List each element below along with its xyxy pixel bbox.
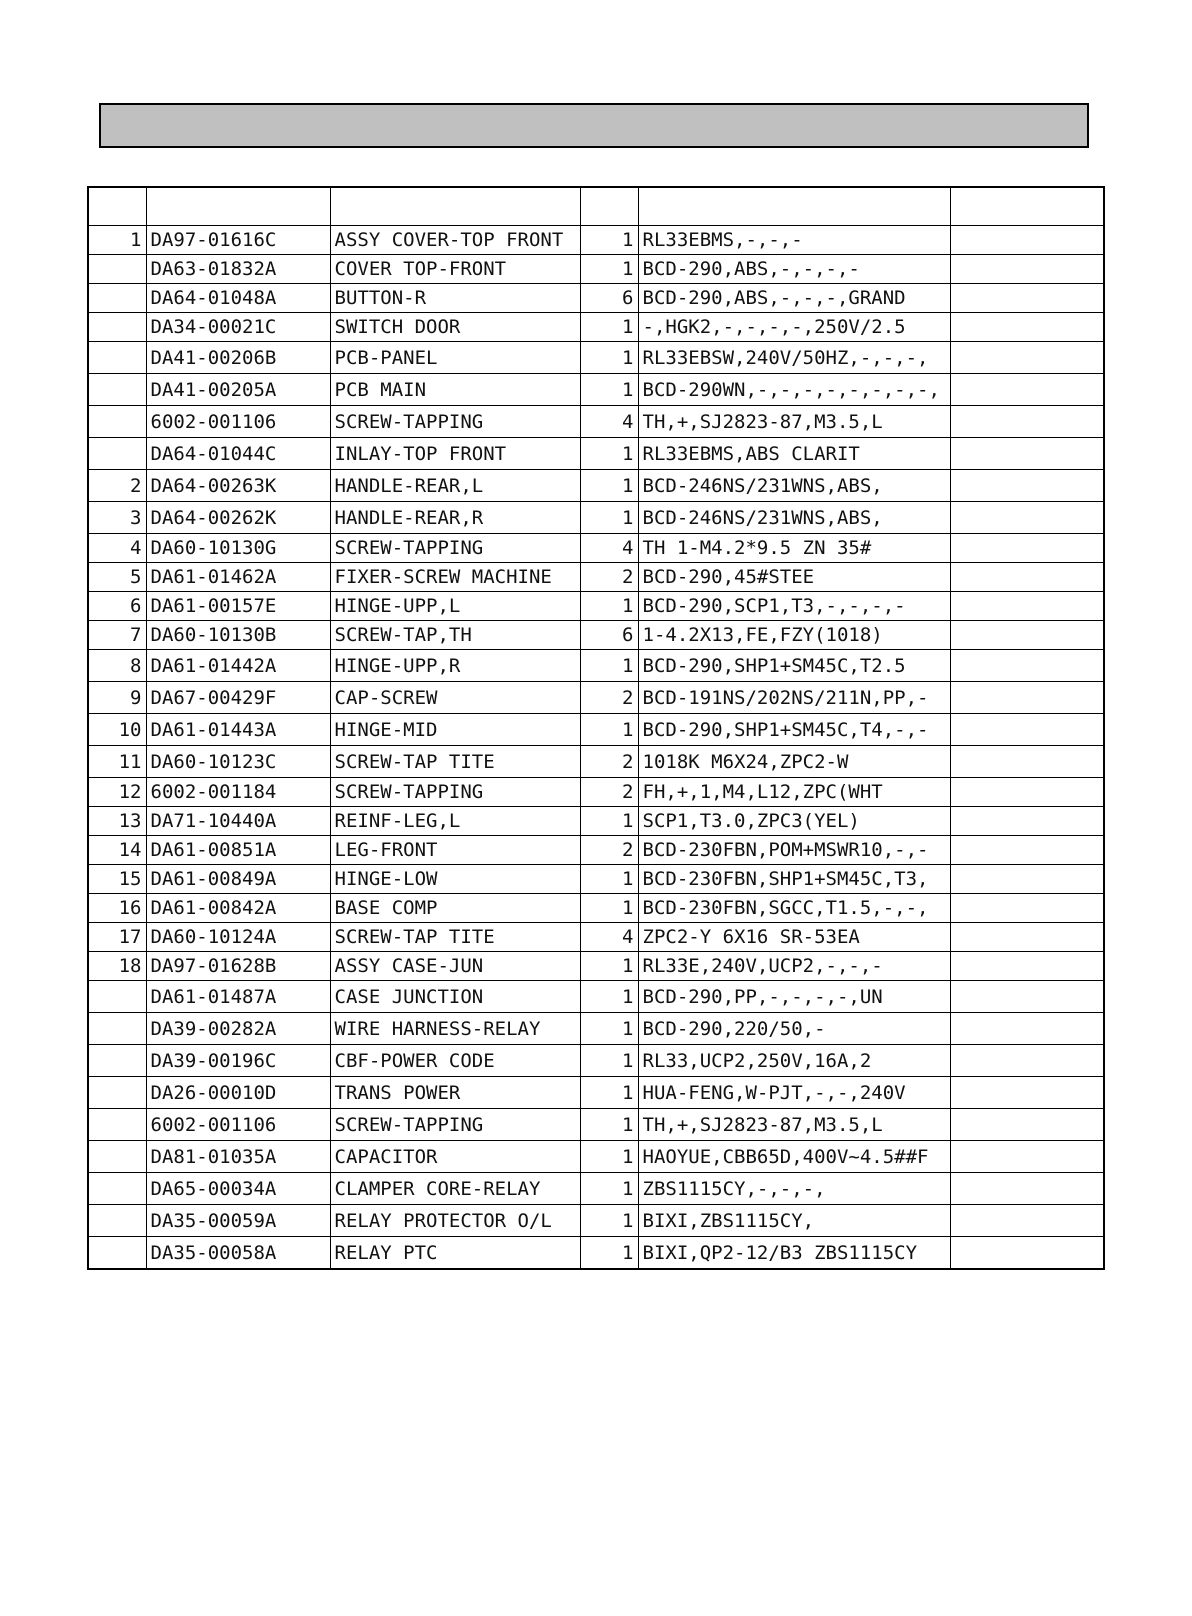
quantity: 1 xyxy=(580,342,638,374)
part-code: DA64-01048A xyxy=(146,284,330,313)
specification: BCD-230FBN,SGCC,T1.5,-,-, xyxy=(638,894,950,923)
quantity: 1 xyxy=(580,1045,638,1077)
table-row xyxy=(88,807,1104,836)
part-code: DA60-10130G xyxy=(146,534,330,563)
header-description xyxy=(330,187,580,226)
row-number: 2 xyxy=(88,470,146,502)
row-number: 17 xyxy=(88,923,146,952)
quantity: 1 xyxy=(580,714,638,746)
part-code: 6002-001106 xyxy=(146,1109,330,1141)
part-code: DA97-01616C xyxy=(146,226,330,255)
row-number xyxy=(88,1045,146,1077)
remark xyxy=(950,682,1104,714)
table-row xyxy=(88,952,1104,981)
table-row xyxy=(88,284,1104,313)
table-row xyxy=(88,255,1104,284)
part-description: ASSY COVER-TOP FRONT xyxy=(330,226,580,255)
specification: BCD-290,ABS,-,-,-,GRAND xyxy=(638,284,950,313)
specification: BCD-290,ABS,-,-,-,- xyxy=(638,255,950,284)
specification: BCD-230FBN,SHP1+SM45C,T3, xyxy=(638,865,950,894)
table-row xyxy=(88,836,1104,865)
part-description: REINF-LEG,L xyxy=(330,807,580,836)
part-code: DA71-10440A xyxy=(146,807,330,836)
remark xyxy=(950,534,1104,563)
part-code: DA61-00849A xyxy=(146,865,330,894)
specification: ZBS1115CY,-,-,-, xyxy=(638,1173,950,1205)
remark xyxy=(950,1013,1104,1045)
specification: -,HGK2,-,-,-,-,250V/2.5 xyxy=(638,313,950,342)
quantity: 6 xyxy=(580,621,638,650)
specification: BIXI,QP2-12/B3 ZBS1115CY xyxy=(638,1237,950,1270)
part-code: 6002-001184 xyxy=(146,778,330,807)
table-row xyxy=(88,502,1104,534)
part-description: SCREW-TAPPING xyxy=(330,406,580,438)
part-code: DA64-00262K xyxy=(146,502,330,534)
remark xyxy=(950,621,1104,650)
remark xyxy=(950,255,1104,284)
part-code: DA60-10123C xyxy=(146,746,330,778)
part-description: TRANS POWER xyxy=(330,1077,580,1109)
specification: RL33EBMS,ABS CLARIT xyxy=(638,438,950,470)
remark xyxy=(950,313,1104,342)
specification: BCD-246NS/231WNS,ABS, xyxy=(638,470,950,502)
quantity: 1 xyxy=(580,1013,638,1045)
specification: BCD-290WN,-,-,-,-,-,-,-,-, xyxy=(638,374,950,406)
table-row xyxy=(88,714,1104,746)
quantity: 6 xyxy=(580,284,638,313)
part-code: DA60-10130B xyxy=(146,621,330,650)
quantity: 1 xyxy=(580,226,638,255)
remark xyxy=(950,284,1104,313)
specification: RL33EBMS,-,-,- xyxy=(638,226,950,255)
specification: 1018K M6X24,ZPC2-W xyxy=(638,746,950,778)
part-code: DA61-00157E xyxy=(146,592,330,621)
quantity: 1 xyxy=(580,1077,638,1109)
table-row xyxy=(88,981,1104,1013)
part-description: CLAMPER CORE-RELAY xyxy=(330,1173,580,1205)
part-description: INLAY-TOP FRONT xyxy=(330,438,580,470)
part-description: BUTTON-R xyxy=(330,284,580,313)
row-number: 5 xyxy=(88,563,146,592)
specification: BCD-290,220/50,- xyxy=(638,1013,950,1045)
part-code: DA61-01442A xyxy=(146,650,330,682)
specification: BCD-290,SHP1+SM45C,T4,-,- xyxy=(638,714,950,746)
remark xyxy=(950,406,1104,438)
quantity: 1 xyxy=(580,470,638,502)
specification: RL33E,240V,UCP2,-,-,- xyxy=(638,952,950,981)
remark xyxy=(950,1173,1104,1205)
remark xyxy=(950,981,1104,1013)
quantity: 1 xyxy=(580,952,638,981)
part-code: DA26-00010D xyxy=(146,1077,330,1109)
specification: RL33EBSW,240V/50HZ,-,-,-, xyxy=(638,342,950,374)
remark xyxy=(950,592,1104,621)
remark xyxy=(950,952,1104,981)
table-row xyxy=(88,621,1104,650)
quantity: 2 xyxy=(580,682,638,714)
remark xyxy=(950,650,1104,682)
quantity: 1 xyxy=(580,592,638,621)
header-spec xyxy=(638,187,950,226)
quantity: 1 xyxy=(580,255,638,284)
row-number xyxy=(88,1109,146,1141)
row-number xyxy=(88,1205,146,1237)
row-number xyxy=(88,374,146,406)
header-row xyxy=(88,187,1104,226)
row-number xyxy=(88,1141,146,1173)
remark xyxy=(950,865,1104,894)
table-row xyxy=(88,1013,1104,1045)
part-description: RELAY PTC xyxy=(330,1237,580,1270)
table-row xyxy=(88,1173,1104,1205)
quantity: 1 xyxy=(580,865,638,894)
remark xyxy=(950,894,1104,923)
part-description: WIRE HARNESS-RELAY xyxy=(330,1013,580,1045)
remark xyxy=(950,438,1104,470)
specification: TH,+,SJ2823-87,M3.5,L xyxy=(638,1109,950,1141)
remark xyxy=(950,226,1104,255)
row-number: 12 xyxy=(88,778,146,807)
part-description: ASSY CASE-JUN xyxy=(330,952,580,981)
header-qty xyxy=(580,187,638,226)
specification: BCD-290,SHP1+SM45C,T2.5 xyxy=(638,650,950,682)
row-number xyxy=(88,981,146,1013)
quantity: 1 xyxy=(580,894,638,923)
part-code: DA64-00263K xyxy=(146,470,330,502)
row-number: 16 xyxy=(88,894,146,923)
part-code: DA39-00282A xyxy=(146,1013,330,1045)
part-code: DA65-00034A xyxy=(146,1173,330,1205)
quantity: 1 xyxy=(580,1237,638,1270)
specification: HUA-FENG,W-PJT,-,-,240V xyxy=(638,1077,950,1109)
title-bar xyxy=(99,103,1089,148)
remark xyxy=(950,714,1104,746)
table-row xyxy=(88,682,1104,714)
remark xyxy=(950,923,1104,952)
remark xyxy=(950,1045,1104,1077)
table-row xyxy=(88,1045,1104,1077)
part-description: HINGE-UPP,L xyxy=(330,592,580,621)
part-description: SCREW-TAPPING xyxy=(330,1109,580,1141)
specification: TH,+,SJ2823-87,M3.5,L xyxy=(638,406,950,438)
parts-body xyxy=(88,226,1104,1270)
part-code: DA34-00021C xyxy=(146,313,330,342)
row-number xyxy=(88,284,146,313)
table-row xyxy=(88,746,1104,778)
remark xyxy=(950,746,1104,778)
row-number xyxy=(88,1013,146,1045)
part-code: DA41-00206B xyxy=(146,342,330,374)
quantity: 1 xyxy=(580,981,638,1013)
part-description: COVER TOP-FRONT xyxy=(330,255,580,284)
part-description: FIXER-SCREW MACHINE xyxy=(330,563,580,592)
part-code: DA81-01035A xyxy=(146,1141,330,1173)
parts-table xyxy=(87,186,1105,1270)
remark xyxy=(950,470,1104,502)
table-row xyxy=(88,534,1104,563)
quantity: 1 xyxy=(580,374,638,406)
quantity: 2 xyxy=(580,563,638,592)
table-row xyxy=(88,313,1104,342)
part-code: DA41-00205A xyxy=(146,374,330,406)
header-no xyxy=(88,187,146,226)
row-number: 7 xyxy=(88,621,146,650)
specification: FH,+,1,M4,L12,ZPC(WHT xyxy=(638,778,950,807)
quantity: 1 xyxy=(580,1141,638,1173)
part-description: SCREW-TAP,TH xyxy=(330,621,580,650)
quantity: 2 xyxy=(580,836,638,865)
table-row xyxy=(88,923,1104,952)
table-row xyxy=(88,342,1104,374)
row-number xyxy=(88,1077,146,1109)
table-row xyxy=(88,865,1104,894)
specification: BCD-230FBN,POM+MSWR10,-,- xyxy=(638,836,950,865)
specification: ZPC2-Y 6X16 SR-53EA xyxy=(638,923,950,952)
quantity: 1 xyxy=(580,502,638,534)
row-number: 1 xyxy=(88,226,146,255)
part-description: SCREW-TAPPING xyxy=(330,778,580,807)
specification: BCD-290,45#STEE xyxy=(638,563,950,592)
part-code: DA61-00842A xyxy=(146,894,330,923)
table-row xyxy=(88,1205,1104,1237)
table-row xyxy=(88,563,1104,592)
specification: BCD-246NS/231WNS,ABS, xyxy=(638,502,950,534)
row-number xyxy=(88,1173,146,1205)
row-number xyxy=(88,342,146,374)
row-number: 9 xyxy=(88,682,146,714)
part-description: HINGE-LOW xyxy=(330,865,580,894)
table-row xyxy=(88,374,1104,406)
table-row xyxy=(88,438,1104,470)
row-number xyxy=(88,1237,146,1270)
part-code: DA35-00058A xyxy=(146,1237,330,1270)
remark xyxy=(950,807,1104,836)
part-description: CAP-SCREW xyxy=(330,682,580,714)
specification: TH 1-M4.2*9.5 ZN 35# xyxy=(638,534,950,563)
table-row xyxy=(88,1141,1104,1173)
table-row xyxy=(88,470,1104,502)
specification: RL33,UCP2,250V,16A,2 xyxy=(638,1045,950,1077)
part-description: CBF-POWER CODE xyxy=(330,1045,580,1077)
part-code: DA61-01487A xyxy=(146,981,330,1013)
header-code xyxy=(146,187,330,226)
part-description: HANDLE-REAR,R xyxy=(330,502,580,534)
part-code: DA39-00196C xyxy=(146,1045,330,1077)
part-code: 6002-001106 xyxy=(146,406,330,438)
table-row xyxy=(88,894,1104,923)
part-description: PCB-PANEL xyxy=(330,342,580,374)
remark xyxy=(950,778,1104,807)
quantity: 2 xyxy=(580,778,638,807)
remark xyxy=(950,374,1104,406)
quantity: 1 xyxy=(580,650,638,682)
part-description: HANDLE-REAR,L xyxy=(330,470,580,502)
part-description: PCB MAIN xyxy=(330,374,580,406)
row-number: 8 xyxy=(88,650,146,682)
table-row xyxy=(88,1237,1104,1270)
part-description: HINGE-UPP,R xyxy=(330,650,580,682)
quantity: 1 xyxy=(580,313,638,342)
remark xyxy=(950,342,1104,374)
table-row xyxy=(88,1077,1104,1109)
part-description: RELAY PROTECTOR O/L xyxy=(330,1205,580,1237)
row-number: 6 xyxy=(88,592,146,621)
part-code: DA97-01628B xyxy=(146,952,330,981)
row-number: 4 xyxy=(88,534,146,563)
row-number xyxy=(88,255,146,284)
part-description: CASE JUNCTION xyxy=(330,981,580,1013)
part-code: DA61-00851A xyxy=(146,836,330,865)
row-number xyxy=(88,438,146,470)
table-row xyxy=(88,650,1104,682)
quantity: 1 xyxy=(580,1205,638,1237)
remark xyxy=(950,1205,1104,1237)
row-number xyxy=(88,406,146,438)
table-row xyxy=(88,778,1104,807)
specification: BCD-191NS/202NS/211N,PP,- xyxy=(638,682,950,714)
header-remark xyxy=(950,187,1104,226)
row-number xyxy=(88,313,146,342)
specification: BCD-290,PP,-,-,-,-,UN xyxy=(638,981,950,1013)
quantity: 2 xyxy=(580,746,638,778)
part-code: DA61-01443A xyxy=(146,714,330,746)
row-number: 15 xyxy=(88,865,146,894)
row-number: 13 xyxy=(88,807,146,836)
table-row xyxy=(88,592,1104,621)
specification: BCD-290,SCP1,T3,-,-,-,- xyxy=(638,592,950,621)
specification: BIXI,ZBS1115CY, xyxy=(638,1205,950,1237)
quantity: 4 xyxy=(580,534,638,563)
remark xyxy=(950,1141,1104,1173)
part-description: SCREW-TAP TITE xyxy=(330,923,580,952)
part-description: SCREW-TAPPING xyxy=(330,534,580,563)
table-row xyxy=(88,226,1104,255)
part-code: DA35-00059A xyxy=(146,1205,330,1237)
quantity: 1 xyxy=(580,1173,638,1205)
remark xyxy=(950,502,1104,534)
part-code: DA61-01462A xyxy=(146,563,330,592)
row-number: 11 xyxy=(88,746,146,778)
row-number: 14 xyxy=(88,836,146,865)
part-code: DA63-01832A xyxy=(146,255,330,284)
quantity: 4 xyxy=(580,406,638,438)
row-number: 18 xyxy=(88,952,146,981)
row-number: 3 xyxy=(88,502,146,534)
remark xyxy=(950,836,1104,865)
specification: HAOYUE,CBB65D,400V~4.5##F xyxy=(638,1141,950,1173)
part-description: CAPACITOR xyxy=(330,1141,580,1173)
part-description: SCREW-TAP TITE xyxy=(330,746,580,778)
quantity: 1 xyxy=(580,807,638,836)
part-description: BASE COMP xyxy=(330,894,580,923)
remark xyxy=(950,1109,1104,1141)
part-description: HINGE-MID xyxy=(330,714,580,746)
quantity: 4 xyxy=(580,923,638,952)
part-code: DA67-00429F xyxy=(146,682,330,714)
remark xyxy=(950,563,1104,592)
remark xyxy=(950,1077,1104,1109)
table-row xyxy=(88,406,1104,438)
part-code: DA60-10124A xyxy=(146,923,330,952)
remark xyxy=(950,1237,1104,1270)
quantity: 1 xyxy=(580,1109,638,1141)
quantity: 1 xyxy=(580,438,638,470)
specification: SCP1,T3.0,ZPC3(YEL) xyxy=(638,807,950,836)
part-description: SWITCH DOOR xyxy=(330,313,580,342)
table-row xyxy=(88,1109,1104,1141)
part-code: DA64-01044C xyxy=(146,438,330,470)
specification: 1-4.2X13,FE,FZY(1018) xyxy=(638,621,950,650)
part-description: LEG-FRONT xyxy=(330,836,580,865)
row-number: 10 xyxy=(88,714,146,746)
